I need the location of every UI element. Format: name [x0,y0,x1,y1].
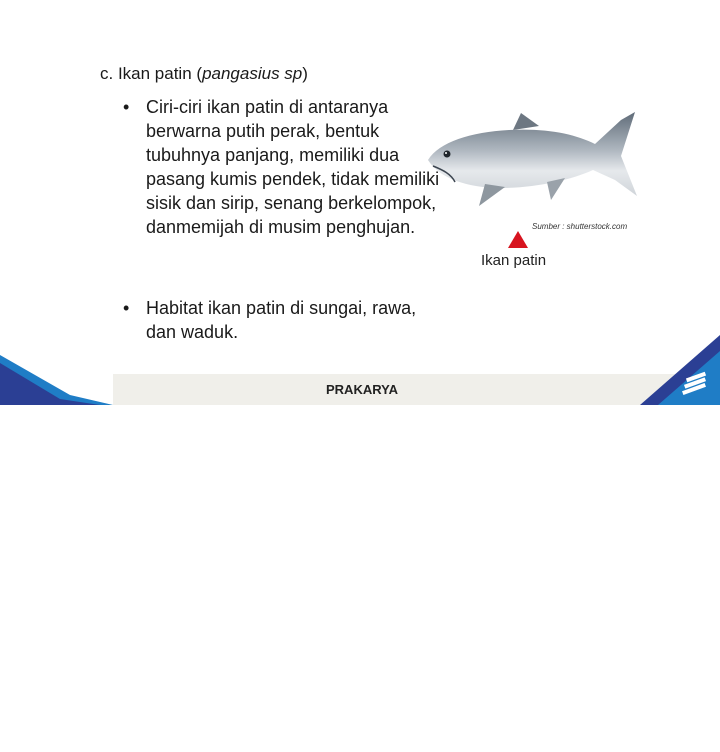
bullet-text: Habitat ikan patin di sungai, rawa, dan waduk. [146,298,417,342]
bullet-characteristics [123,95,443,287]
heading-prefix: c. Ikan patin ( [100,64,203,83]
footer-level-label: SMP/MTs [10,738,62,752]
stacked-books-logo-icon [640,335,720,405]
section-heading [100,64,308,84]
figure-caption: Ikan patin [481,252,547,269]
footer-subject-title: PRAKARYA [326,382,398,397]
bullet-habitat [123,296,443,344]
bullet-marker: • [123,97,130,117]
footer-strip [113,374,720,405]
fish-illustration-icon [425,108,640,220]
bullet-text: Ciri-ciri ikan patin di antaranya berwarna putih perak, bentuk tubuhnya panjang, memiliki dua pasang kumis pendek, tidak memiliki sisik dan sirip, senang berkelompok, danmemijah di musim penghujan. [146,97,440,237]
heading-scientific-name: pangasius sp [202,64,303,83]
footer-left-badge-icon [0,355,113,405]
bullet-marker: • [123,298,130,318]
image-source-credit: Sumber : shutterstock.com [532,222,628,231]
heading-suffix: ) [302,64,308,83]
red-triangle-marker-icon [508,231,528,248]
